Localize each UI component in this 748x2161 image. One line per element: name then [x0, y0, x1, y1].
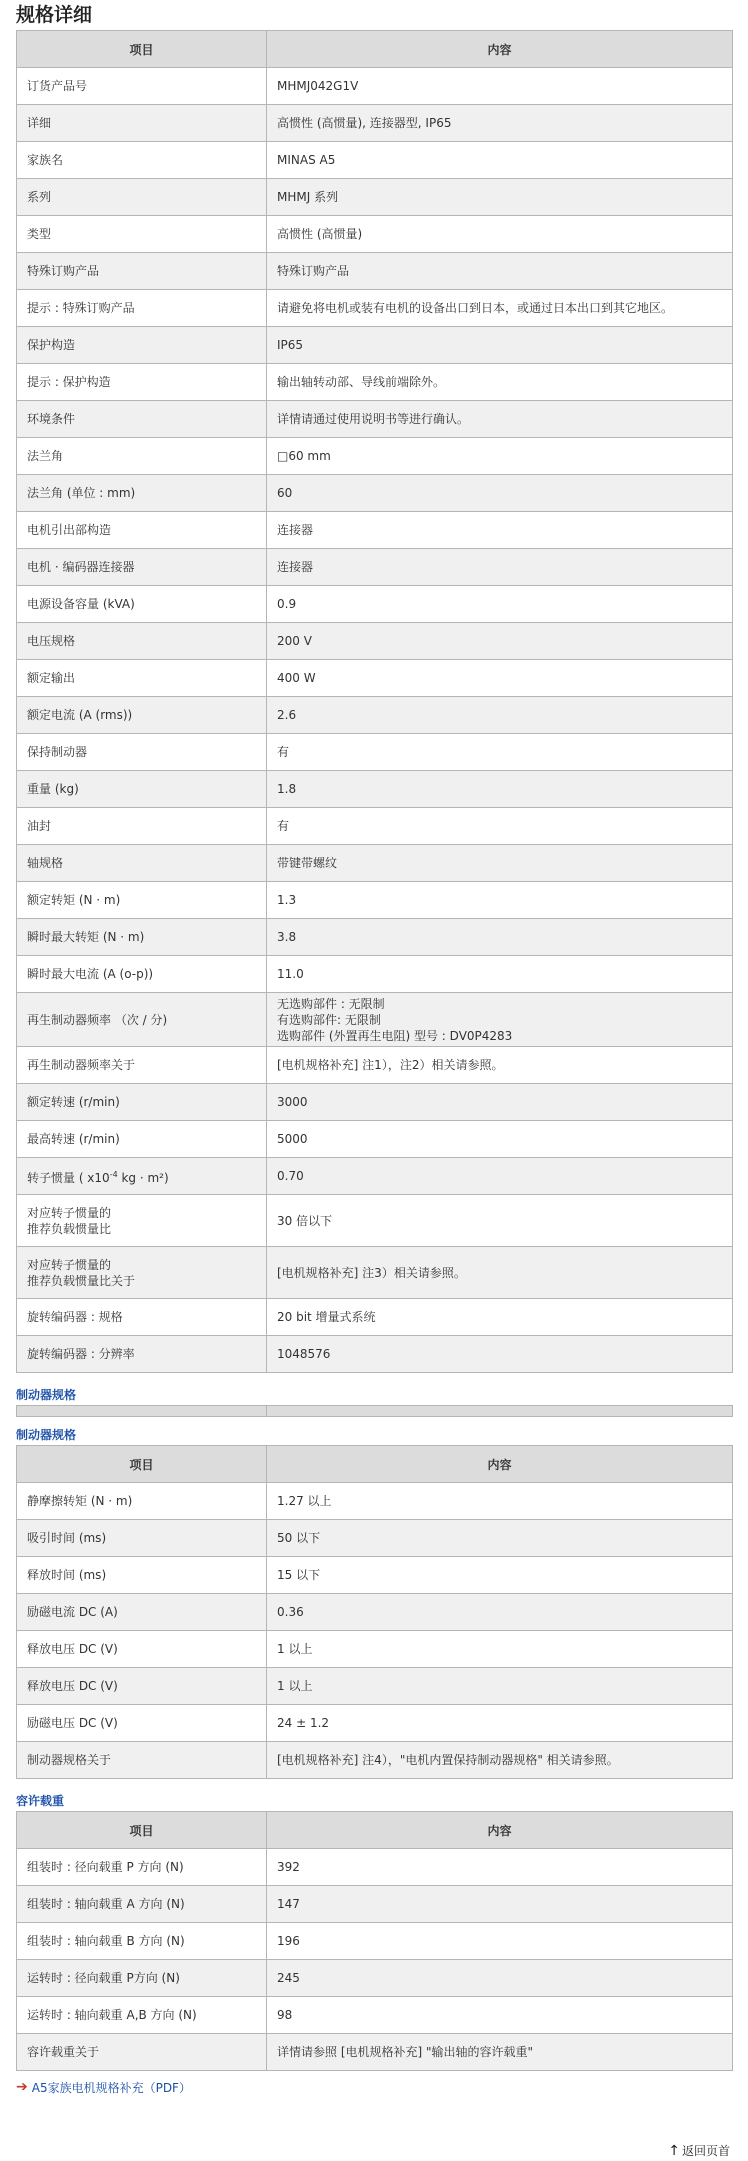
- row-item: 提示 : 特殊订购产品: [17, 290, 267, 327]
- row-content: 带键带螺纹: [267, 845, 733, 882]
- row-content: MINAS A5: [267, 142, 733, 179]
- load-spec-table: [16, 1811, 733, 2071]
- row-item: [17, 1195, 267, 1247]
- row-item: 瞬时最大转矩 (N · m): [17, 919, 267, 956]
- row-item-text: 转子惯量 ( x10: [27, 1170, 110, 1185]
- table-row: [17, 290, 733, 327]
- table-row: [17, 327, 733, 364]
- table-row: [17, 1121, 733, 1158]
- table-row: [17, 697, 733, 734]
- arrow-right-icon: ➔: [16, 2079, 28, 2095]
- header-content: 内容: [267, 31, 733, 68]
- row-content: 连接器: [267, 549, 733, 586]
- table-row: [17, 734, 733, 771]
- table-row: [17, 2034, 733, 2071]
- row-content: 1048576: [267, 1336, 733, 1373]
- row-item-text: kg · m²): [117, 1170, 169, 1185]
- row-item: 详细: [17, 105, 267, 142]
- row-content: 请避免将电机或装有电机的设备出口到日本，或通过日本出口到其它地区。: [267, 290, 733, 327]
- row-item: 特殊订购产品: [17, 253, 267, 290]
- row-item-line: 推荐负载惯量比: [27, 1221, 112, 1236]
- row-item: 静摩擦转矩 (N · m): [17, 1483, 267, 1520]
- table-row: [17, 1195, 733, 1247]
- row-content: [电机规格补充] 注1），注2）相关请参照。: [267, 1047, 733, 1084]
- table-row: [17, 438, 733, 475]
- table-row: [17, 1705, 733, 1742]
- row-content-line: 选购部件 (外置再生电阻) 型号 : DV0P4283: [277, 1028, 513, 1043]
- row-content: [电机规格补充] 注4），"电机内置保持制动器规格" 相关请参照。: [267, 1742, 733, 1779]
- row-item-line: 对应转子惯量的: [27, 1257, 112, 1272]
- row-content: 输出轴转动部、导线前端除外。: [267, 364, 733, 401]
- brake-section-link[interactable]: 制动器规格: [16, 1388, 77, 1402]
- row-item: 制动器规格关于: [17, 1742, 267, 1779]
- header-item: 项目: [17, 1812, 267, 1849]
- arrow-up-icon: ↑: [668, 2143, 680, 2159]
- row-content: 196: [267, 1923, 733, 1960]
- brake-section-title[interactable]: 制动器规格: [16, 1428, 77, 1442]
- row-content: [267, 993, 733, 1047]
- load-section-title[interactable]: 容许载重: [16, 1794, 65, 1808]
- header-content: 内容: [267, 1812, 733, 1849]
- row-item: 系列: [17, 179, 267, 216]
- row-item: 电机引出部构造: [17, 512, 267, 549]
- row-item-line: 推荐负载惯量比关于: [27, 1273, 136, 1288]
- row-content: 1.8: [267, 771, 733, 808]
- table-row: [17, 549, 733, 586]
- row-item: 组装时 : 轴向载重 B 方向 (N): [17, 1923, 267, 1960]
- row-item: 轴规格: [17, 845, 267, 882]
- header-content: 内容: [267, 1446, 733, 1483]
- row-content: 0.36: [267, 1594, 733, 1631]
- row-content: 50 以下: [267, 1520, 733, 1557]
- row-item: 重量 (kg): [17, 771, 267, 808]
- row-content: 连接器: [267, 512, 733, 549]
- pdf-link[interactable]: [0, 2077, 748, 2097]
- row-content: 200 V: [267, 623, 733, 660]
- row-content: 5000: [267, 1121, 733, 1158]
- table-row: [17, 771, 733, 808]
- table-row: [17, 364, 733, 401]
- row-item: 吸引时间 (ms): [17, 1520, 267, 1557]
- table-row: [17, 1742, 733, 1779]
- row-item: 额定转速 (r/min): [17, 1084, 267, 1121]
- table-row: [17, 882, 733, 919]
- table-row: [17, 1668, 733, 1705]
- row-item: 瞬时最大电流 (A (o-p)): [17, 956, 267, 993]
- row-content: 30 倍以下: [267, 1195, 733, 1247]
- row-content: 有: [267, 734, 733, 771]
- row-content: 3000: [267, 1084, 733, 1121]
- page-title: 规格详细: [16, 4, 93, 26]
- row-content: 400 W: [267, 660, 733, 697]
- row-content: MHMJ042G1V: [267, 68, 733, 105]
- table-row: [17, 586, 733, 623]
- header-item: 项目: [17, 31, 267, 68]
- header-item: 项目: [17, 1446, 267, 1483]
- row-content: 24 ± 1.2: [267, 1705, 733, 1742]
- row-item: 类型: [17, 216, 267, 253]
- row-item: 最高转速 (r/min): [17, 1121, 267, 1158]
- row-content: 高惯性 (高惯量): [267, 216, 733, 253]
- row-item: 再生制动器频率 （次 / 分): [17, 993, 267, 1047]
- row-item: 运转时 : 轴向载重 A,B 方向 (N): [17, 1997, 267, 2034]
- empty-cell: [17, 1406, 267, 1417]
- row-content: 392: [267, 1849, 733, 1886]
- table-row: [17, 1299, 733, 1336]
- empty-cell: [267, 1406, 733, 1417]
- table-row: [17, 1594, 733, 1631]
- table-row: [17, 1336, 733, 1373]
- table-row: [17, 68, 733, 105]
- row-content: 0.9: [267, 586, 733, 623]
- row-item-line: 对应转子惯量的: [27, 1205, 112, 1220]
- row-content: 147: [267, 1886, 733, 1923]
- table-row: [17, 142, 733, 179]
- row-item: 法兰角: [17, 438, 267, 475]
- row-item: [17, 1247, 267, 1299]
- row-content: 1.3: [267, 882, 733, 919]
- row-item: 释放电压 DC (V): [17, 1668, 267, 1705]
- row-content: 11.0: [267, 956, 733, 993]
- row-item: 励磁电压 DC (V): [17, 1705, 267, 1742]
- row-item: 运转时 : 径向载重 P方向 (N): [17, 1960, 267, 1997]
- table-row: [17, 1047, 733, 1084]
- row-item: 组装时 : 径向载重 P 方向 (N): [17, 1849, 267, 1886]
- table-row: [17, 1997, 733, 2034]
- table-row: [17, 808, 733, 845]
- table-row: [17, 253, 733, 290]
- table-row: [17, 1849, 733, 1886]
- row-content: 特殊订购产品: [267, 253, 733, 290]
- row-item: [17, 1158, 267, 1195]
- table-row: [17, 1520, 733, 1557]
- row-item: 提示 : 保护构造: [17, 364, 267, 401]
- table-row: [17, 1084, 733, 1121]
- row-item: 保持制动器: [17, 734, 267, 771]
- table-row: [17, 1960, 733, 1997]
- pdf-link-label[interactable]: A5家族电机规格补充（PDF）: [31, 2080, 191, 2095]
- row-item-exponent: -4: [109, 1169, 118, 1179]
- table-row: [17, 512, 733, 549]
- row-content: 0.70: [267, 1158, 733, 1195]
- table-row: [17, 1483, 733, 1520]
- row-content: 20 bit 增量式系统: [267, 1299, 733, 1336]
- table-row: [17, 1158, 733, 1195]
- table-row: [17, 845, 733, 882]
- table-row: [17, 660, 733, 697]
- row-content-line: 有选购部件: 无限制: [277, 1012, 381, 1027]
- row-item: 释放电压 DC (V): [17, 1631, 267, 1668]
- table-row: [17, 216, 733, 253]
- table-row: [17, 956, 733, 993]
- row-item: 家族名: [17, 142, 267, 179]
- row-content: 245: [267, 1960, 733, 1997]
- row-content: 高惯性 (高惯量), 连接器型, IP65: [267, 105, 733, 142]
- main-spec-table: [16, 30, 733, 1373]
- table-row: [17, 1923, 733, 1960]
- row-content: 1 以上: [267, 1631, 733, 1668]
- table-row: [17, 919, 733, 956]
- back-to-top-link[interactable]: [668, 2141, 730, 2161]
- row-content: IP65: [267, 327, 733, 364]
- table-row: [17, 993, 733, 1047]
- row-item: 再生制动器频率关于: [17, 1047, 267, 1084]
- row-item: 油封: [17, 808, 267, 845]
- row-item: 额定电流 (A (rms)): [17, 697, 267, 734]
- row-item: 订货产品号: [17, 68, 267, 105]
- row-content: 有: [267, 808, 733, 845]
- row-content-line: 无选购部件 : 无限制: [277, 996, 385, 1011]
- row-item: 额定输出: [17, 660, 267, 697]
- row-item: 额定转矩 (N · m): [17, 882, 267, 919]
- row-content: 98: [267, 1997, 733, 2034]
- row-item: 容许载重关于: [17, 2034, 267, 2071]
- brake-spec-table: [16, 1445, 733, 1779]
- row-content: 详情请参照 [电机规格补充] "输出轴的容许载重": [267, 2034, 733, 2071]
- row-content: 60: [267, 475, 733, 512]
- row-item: 组装时 : 轴向载重 A 方向 (N): [17, 1886, 267, 1923]
- row-content: 15 以下: [267, 1557, 733, 1594]
- row-content: 2.6: [267, 697, 733, 734]
- row-content: 3.8: [267, 919, 733, 956]
- table-row: [17, 179, 733, 216]
- row-item: 励磁电流 DC (A): [17, 1594, 267, 1631]
- row-content: □60 mm: [267, 438, 733, 475]
- table-row: [17, 1557, 733, 1594]
- row-item: 电机 · 编码器连接器: [17, 549, 267, 586]
- row-item: 旋转编码器 : 分辨率: [17, 1336, 267, 1373]
- table-row: [17, 475, 733, 512]
- empty-brake-table: [16, 1405, 733, 1417]
- row-content: [电机规格补充] 注3）相关请参照。: [267, 1247, 733, 1299]
- row-item: 环境条件: [17, 401, 267, 438]
- table-row: [17, 401, 733, 438]
- row-item: 释放时间 (ms): [17, 1557, 267, 1594]
- row-content: 1.27 以上: [267, 1483, 733, 1520]
- back-to-top-label[interactable]: 返回页首: [681, 2144, 730, 2158]
- row-item: 电压规格: [17, 623, 267, 660]
- row-item: 电源设备容量 (kVA): [17, 586, 267, 623]
- table-row: [17, 1886, 733, 1923]
- row-content: 详情请通过使用说明书等进行确认。: [267, 401, 733, 438]
- row-item: 保护构造: [17, 327, 267, 364]
- table-row: [17, 1247, 733, 1299]
- row-item: 法兰角 (单位 : mm): [17, 475, 267, 512]
- row-content: MHMJ 系列: [267, 179, 733, 216]
- table-row: [17, 1631, 733, 1668]
- row-item: 旋转编码器 : 规格: [17, 1299, 267, 1336]
- table-row: [17, 105, 733, 142]
- row-content: 1 以上: [267, 1668, 733, 1705]
- table-row: [17, 623, 733, 660]
